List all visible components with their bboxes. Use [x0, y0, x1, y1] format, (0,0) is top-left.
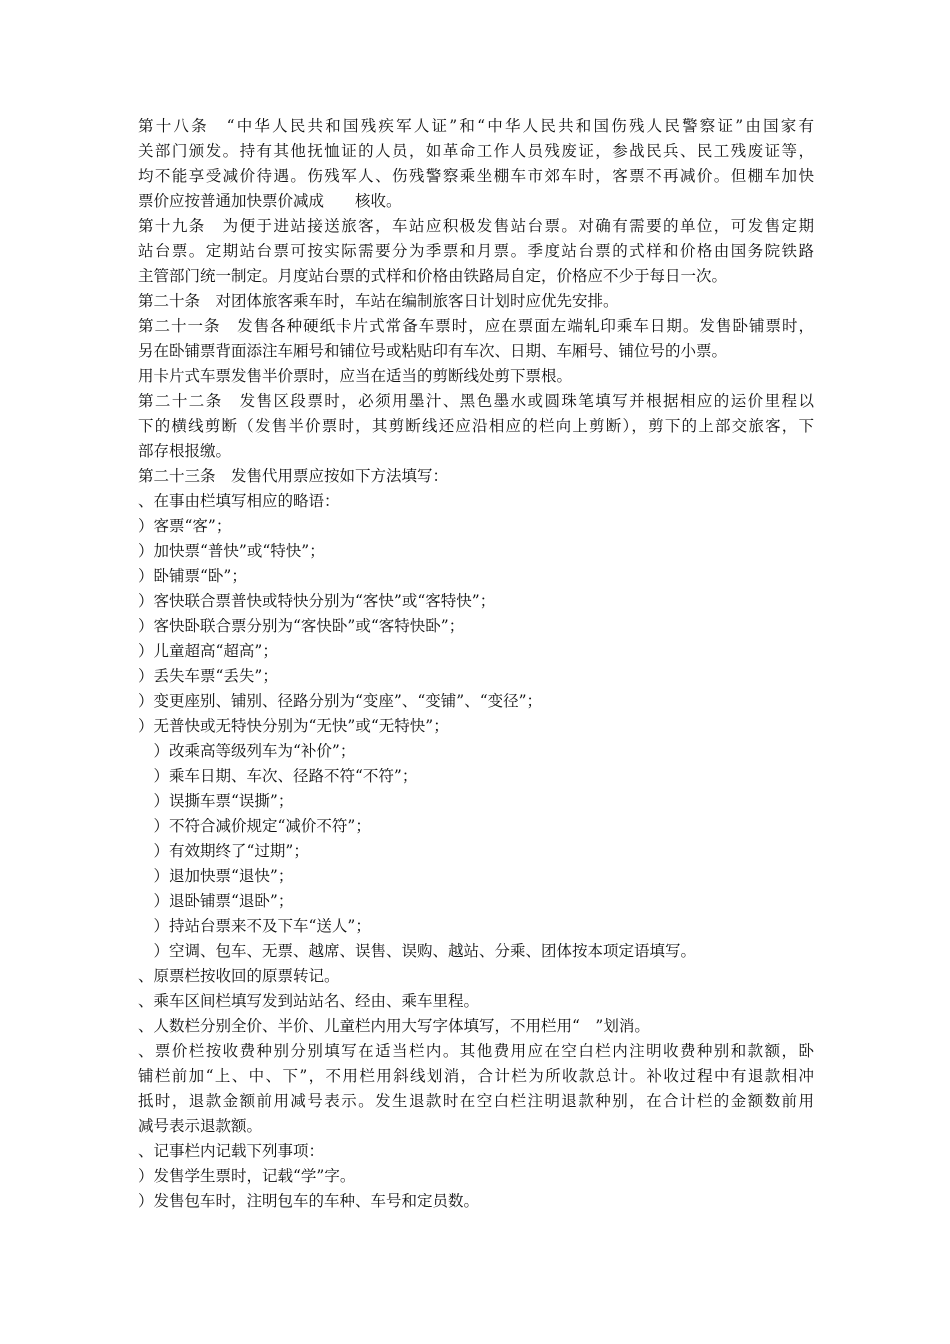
list-item: ）改乘高等级列车为“补价”；: [138, 742, 356, 760]
text-line: 抵时，退款金额前用减号表示。发生退款时在空白栏注明退款种别，在合计栏的金额数前用: [138, 1092, 814, 1110]
list-item: ）无普快或无特快分别为“无快”或“无特快”；: [138, 717, 449, 735]
list-item: ）加快票“普快”或“特快”；: [138, 542, 325, 560]
list-item: ）不符合减价规定“减价不符”；: [138, 817, 371, 835]
text-line: 铺栏前加“上、中、下”，不用栏用斜线划消，合计栏为所收款总计。补收过程中有退款相冲: [138, 1067, 814, 1085]
list-item: ）有效期终了“过期”；: [138, 842, 309, 860]
text-line: 第十九条 为便于进站接送旅客，车站应积极发售站台票。对确有需要的单位，可发售定期: [138, 217, 814, 235]
list-item: ）退卧铺票“退卧”；: [138, 892, 294, 910]
list-item: 、人数栏分别全价、半价、儿童栏内用大写字体填写，不用栏用“ ”划消。: [138, 1017, 650, 1035]
list-item: 、票价栏按收费种别分别填写在适当栏内。其他费用应在空白栏内注明收费种别和款额，卧: [138, 1042, 814, 1060]
text-line: 关部门颁发。持有其他抚恤证的人员，如革命工作人员残废证，参战民兵、民工残废证等，: [138, 142, 814, 160]
list-item: ）儿童超高“超高”；: [138, 642, 278, 660]
text-line: 部存根报缴。: [138, 442, 232, 460]
list-item: ）客快卧联合票分别为“客快卧”或“客特快卧”；: [138, 617, 465, 635]
list-item: ）卧铺票“卧”；: [138, 567, 247, 585]
list-item: ）变更座别、铺别、径路分别为“变座”、“变铺”、“变径”；: [138, 692, 543, 710]
text-line: 站台票。定期站台票可按实际需要分为季票和月票。季度站台票的式样和价格由国务院铁路: [138, 242, 814, 260]
text-line: 用卡片式车票发售半价票时，应当在适当的剪断线处剪下票根。: [138, 367, 573, 385]
list-item: 、记事栏内记载下列事项：: [138, 1142, 325, 1160]
list-item: ）客票“客”；: [138, 517, 232, 535]
list-item: 、乘车区间栏填写发到站站名、经由、乘车里程。: [138, 992, 480, 1010]
document-body: [138, 114, 814, 1214]
text-line: 第二十条 对团体旅客乘车时，车站在编制旅客日计划时应优先安排。: [138, 292, 619, 310]
list-item: 、原票栏按收回的原票转记。: [138, 967, 340, 985]
text-line: 下的横线剪断（发售半价票时，其剪断线还应沿相应的栏向上剪断），剪下的上部交旅客，下: [138, 417, 814, 435]
text-line: 主管部门统一制定。月度站台票的式样和价格由铁路局自定，价格应不少于每日一次。: [138, 267, 728, 285]
list-item: ）客快联合票普快或特快分别为“客快”或“客特快”；: [138, 592, 496, 610]
list-item: ）持站台票来不及下车“送人”；: [138, 917, 371, 935]
list-item: ）乘车日期、车次、径路不符“不符”；: [138, 767, 418, 785]
text-line: 第二十一条 发售各种硬纸卡片式常备车票时，应在票面左端轧印乘车日期。发售卧铺票时，: [138, 317, 814, 335]
text-line: 减号表示退款额。: [138, 1117, 263, 1135]
list-item: ）误撕车票“误撕”；: [138, 792, 294, 810]
text-line: 第十八条 “中华人民共和国残疾军人证”和“中华人民共和国伤残人民警察证”由国家有: [138, 117, 814, 135]
text-line: 票价应按普通加快票价减成 核收。: [138, 192, 402, 210]
list-item: 、在事由栏填写相应的略语：: [138, 492, 340, 510]
list-item: ）丢失车票“丢失”；: [138, 667, 278, 685]
text-line: 均不能享受减价待遇。伤残军人、伤残警察乘坐棚车市郊车时，客票不再减价。但棚车加快: [138, 167, 814, 185]
list-item: ）发售包车时，注明包车的车种、车号和定员数。: [138, 1192, 480, 1210]
list-item: ）空调、包车、无票、越席、误售、误购、越站、分乘、团体按本项定语填写。: [138, 942, 697, 960]
text-line: 另在卧铺票背面添注车厢号和铺位号或粘贴印有车次、日期、车厢号、铺位号的小票。: [138, 342, 728, 360]
text-line: 第二十二条 发售区段票时，必须用墨汁、黑色墨水或圆珠笔填写并根据相应的运价里程以: [138, 392, 814, 410]
list-item: ）退加快票“退快”；: [138, 867, 294, 885]
list-item: ）发售学生票时，记载“学”字。: [138, 1167, 356, 1185]
text-line: 第二十三条 发售代用票应按如下方法填写：: [138, 467, 449, 485]
